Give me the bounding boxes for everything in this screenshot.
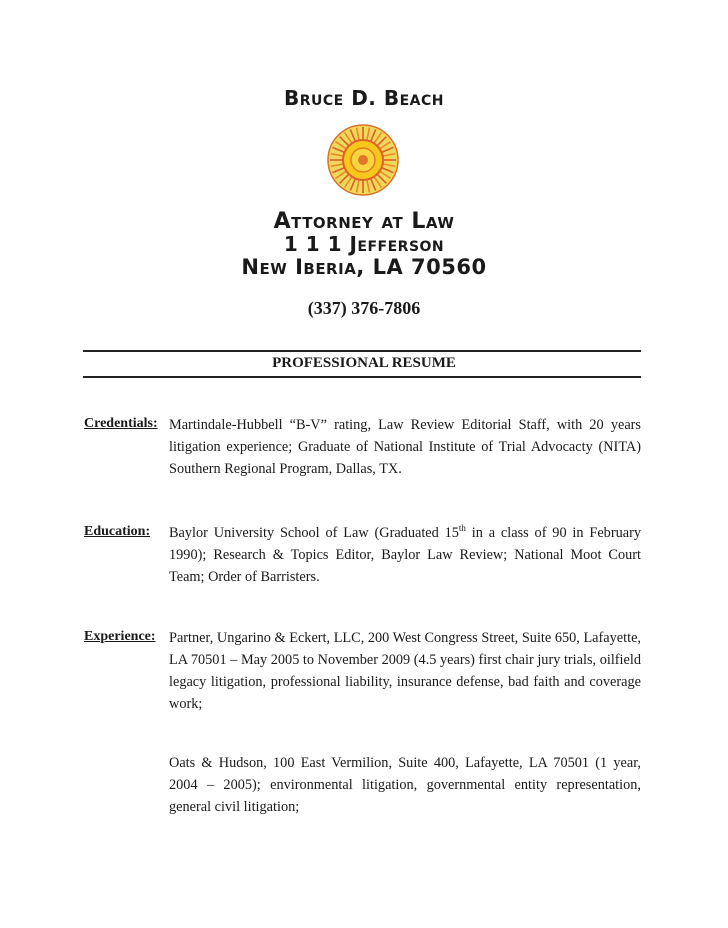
credentials-label: Credentials: <box>84 416 158 431</box>
education-label: Education: <box>84 524 151 539</box>
experience-label: Experience: <box>84 629 156 644</box>
experience-entry-2: Oats & Hudson, 100 East Vermilion, Suite 400, Lafayette, LA 70501 (1 year, 2004 – 2005); environmental litigation, governmental entity representation, general civil litigation; <box>169 755 641 815</box>
credentials-text: Martindale-Hubbell “B-V” rating, Law Review Editorial Staff, with 20 years litigation experience; Graduate of National Institute of Trial Advocacty (NITA) Southern Regional Program, Dallas, TX. <box>169 417 641 477</box>
experience-entry-1: Partner, Ungarino & Eckert, LLC, 200 West Congress Street, Suite 650, Lafayette, LA 70501 – May 2005 to November 2009 (4.5 years) first chair jury trials, oilfield legacy litigation, professional liability, insurance defense, bad faith and coverage work; <box>169 630 641 712</box>
education-text: Baylor University School of Law (Graduated 15th in a class of 90 in February 1990); Research & Topics Editor, Baylor Law Review; National Moot Court Team; Order of Barristers. <box>169 523 641 585</box>
bottom-divider <box>83 376 641 378</box>
sun-seal-icon <box>327 124 399 196</box>
attorney-name: Bruce D. Beach <box>284 86 444 110</box>
top-divider <box>83 350 641 352</box>
phone-number: (337) 376-7806 <box>307 298 421 318</box>
city-state-zip: New Iberia, LA 70560 <box>241 255 487 279</box>
resume-heading: PROFESSIONAL RESUME <box>272 355 456 371</box>
professional-title: Attorney at Law <box>273 209 455 234</box>
street-address: 1 1 1 Jefferson <box>283 232 445 256</box>
